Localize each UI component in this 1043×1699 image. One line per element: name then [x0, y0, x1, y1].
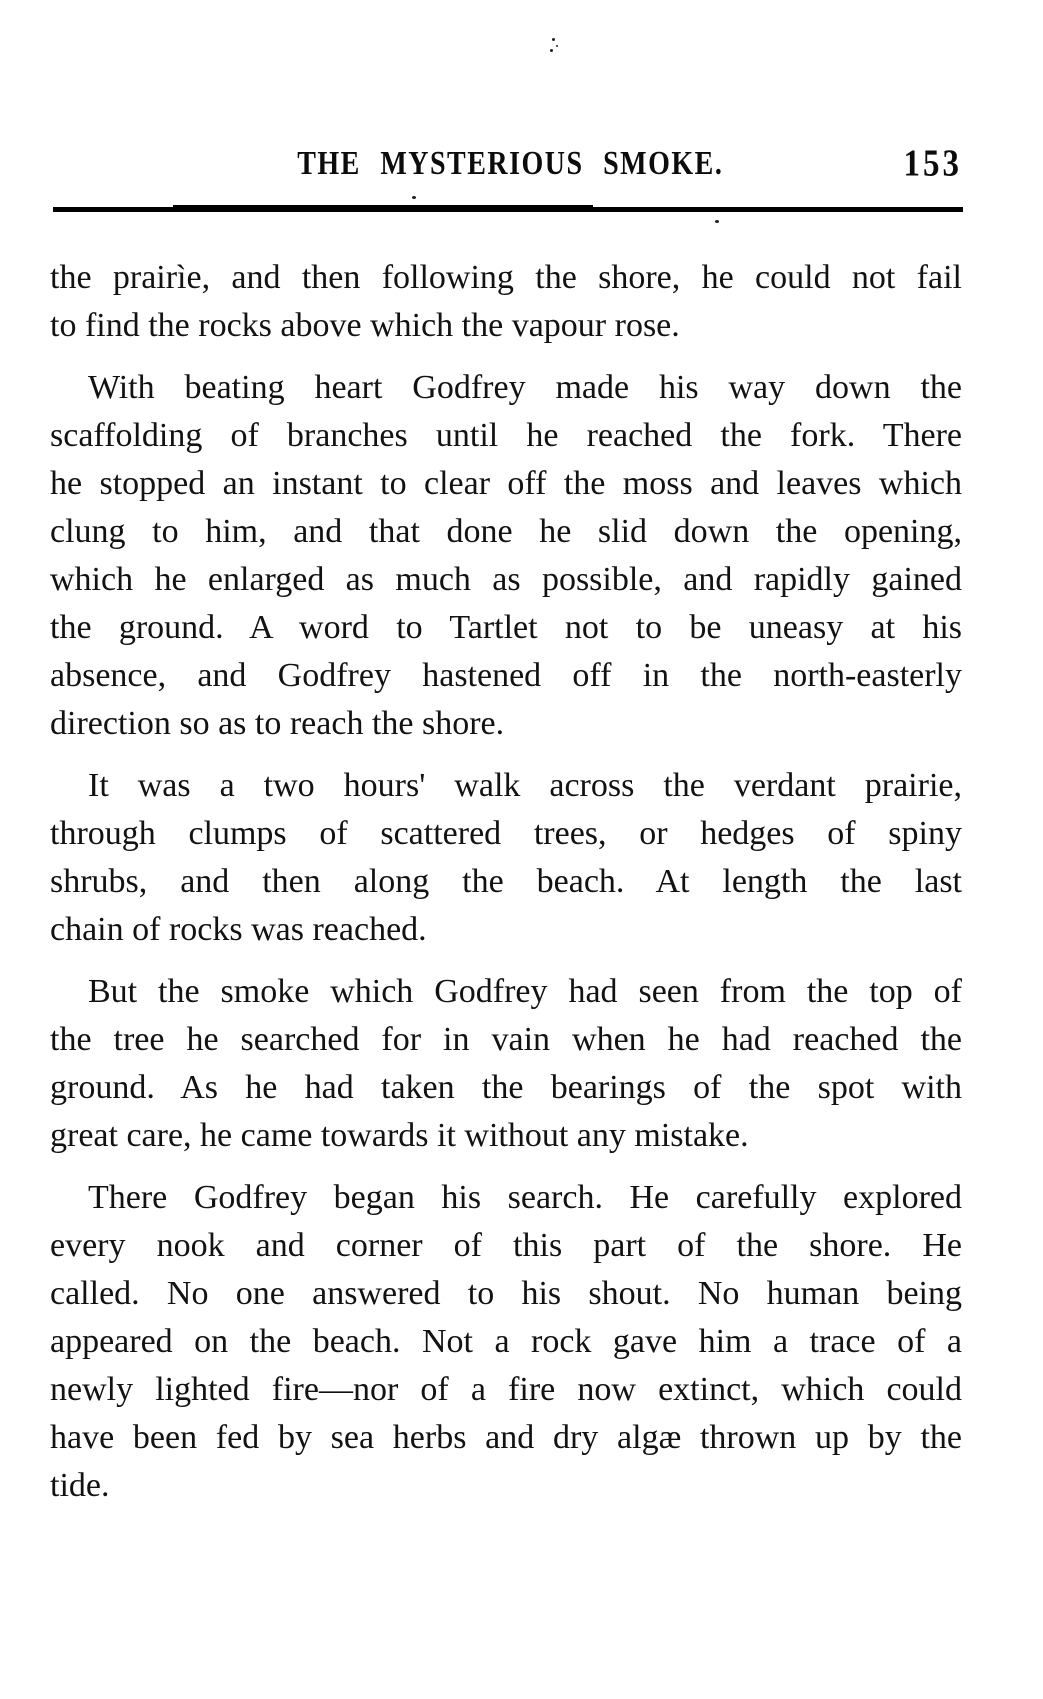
text-line: There Godfrey began his search. He carefully explored — [88, 1179, 962, 1216]
paragraph — [50, 254, 962, 350]
ink-speck — [715, 220, 719, 223]
ink-speck — [552, 38, 555, 41]
text-line: chain of rocks was reached. — [50, 911, 427, 948]
text-line: shrubs, and then along the beach. At length the last — [50, 863, 962, 900]
text-line: the tree he searched for in vain when he had reached the — [50, 1021, 962, 1058]
running-header-title: THE MYSTERIOUS SMOKE. — [297, 144, 724, 183]
page-number: 153 — [903, 143, 962, 185]
paragraph — [50, 968, 962, 1160]
text-line: absence, and Godfrey hastened off in the north-easterly — [50, 657, 962, 694]
text-line: With beating heart Godfrey made his way down the — [88, 369, 962, 406]
text-line: the ground. A word to Tartlet not to be uneasy at his — [50, 609, 962, 646]
text-line: ground. As he had taken the bearings of the spot with — [50, 1069, 962, 1106]
text-line: which he enlarged as much as possible, and rapidly gained — [50, 561, 962, 598]
text-line: every nook and corner of this part of the shore. He — [50, 1227, 962, 1264]
text-line: have been fed by sea herbs and dry algæ thrown up by the — [50, 1419, 962, 1456]
text-line: clung to him, and that done he slid down the opening, — [50, 513, 962, 550]
text-line: tide. — [50, 1467, 110, 1504]
text-line: called. No one answered to his shout. No human being — [50, 1275, 962, 1312]
text-line: the prairìe, and then following the shore, he could not fail — [50, 259, 962, 296]
text-line: newly lighted fire—nor of a fire now extinct, which could — [50, 1371, 962, 1408]
text-line: to find the rocks above which the vapour rose. — [50, 307, 680, 344]
text-line: through clumps of scattered trees, or hedges of spiny — [50, 815, 962, 852]
text-line: scaffolding of branches until he reached the fork. There — [50, 417, 962, 454]
running-header — [50, 138, 962, 186]
text-line: It was a two hours' walk across the verdant prairie, — [88, 767, 962, 804]
text-line: great care, he came towards it without any mistake. — [50, 1117, 749, 1154]
ink-speck — [556, 45, 558, 47]
paragraph — [50, 364, 962, 748]
ink-speck — [412, 196, 416, 199]
paragraph — [50, 1174, 962, 1510]
text-line: direction so as to reach the shore. — [50, 705, 505, 742]
ink-speck — [550, 49, 553, 52]
text-line: he stopped an instant to clear off the moss and leaves which — [50, 465, 962, 502]
paragraph — [50, 762, 962, 954]
header-rule — [53, 207, 963, 212]
text-line: But the smoke which Godfrey had seen from the top of — [88, 973, 962, 1010]
text-line: appeared on the beach. Not a rock gave him a trace of a — [50, 1323, 962, 1360]
body-text — [50, 254, 962, 1524]
